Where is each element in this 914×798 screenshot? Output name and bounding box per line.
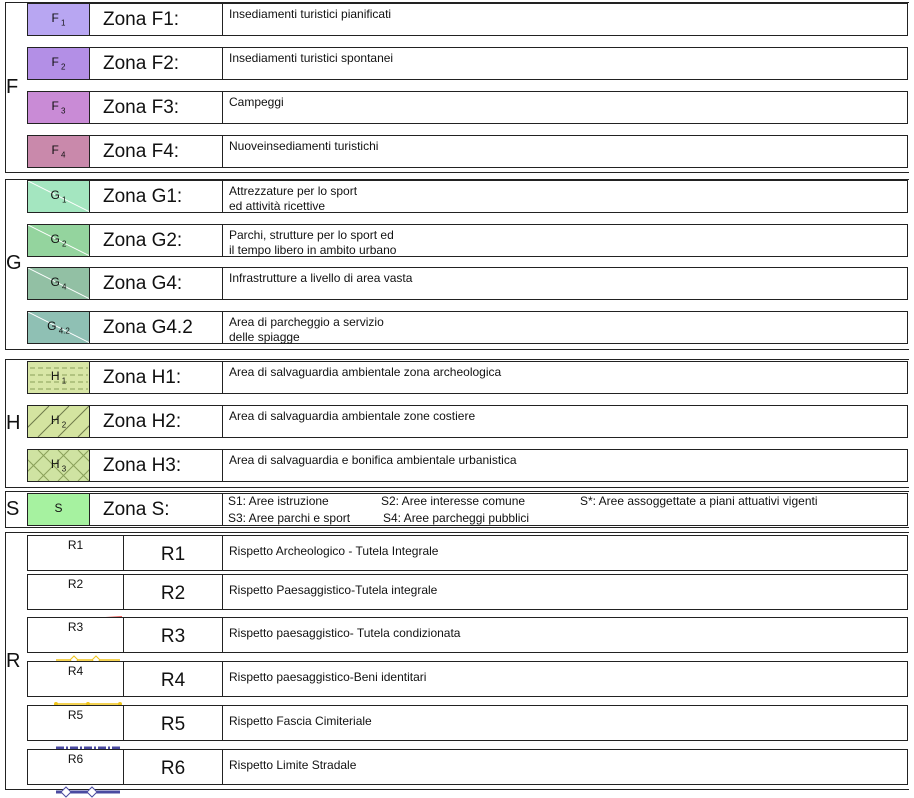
zone-swatch-subscript: 1 (59, 376, 67, 386)
rispetto-row (27, 617, 908, 653)
rispetto-symbol-label: R4 (67, 664, 84, 678)
zone-swatch (28, 450, 90, 481)
rispetto-code: R5 (124, 706, 223, 740)
zone-swatch (28, 92, 90, 123)
zone-description (229, 51, 393, 66)
zone-name: Zona H2: (90, 406, 223, 437)
zone-name: Zona H1: (90, 362, 223, 393)
zone-swatch (28, 494, 90, 525)
rispetto-line-graphic (52, 786, 124, 798)
zone-row (27, 311, 908, 344)
zone-description-line: ed attività ricettive (229, 199, 326, 213)
zone-description-line: Area di salvaguardia ambientale zone costiere (229, 409, 476, 423)
zone-description-line: Nuoveinsediamenti turistichi (229, 139, 379, 153)
zone-swatch (28, 181, 90, 212)
zone-swatch (28, 4, 90, 35)
zone-name: Zona F1: (90, 4, 223, 35)
rispetto-description: Rispetto paesaggistico-Beni identitari (229, 670, 427, 684)
rispetto-code: R4 (124, 662, 223, 696)
zone-description-line: Area di parcheggio a servizio (229, 315, 384, 329)
zone-swatch-letter: G (50, 188, 60, 202)
zone-description-line: il tempo libero in ambito urbano (229, 243, 397, 257)
zone-row (27, 180, 908, 213)
rispetto-symbol-label: R3 (67, 620, 84, 634)
zone-swatch-label (28, 275, 89, 291)
zone-swatch-letter: F (51, 11, 59, 25)
group-r-label: R (6, 650, 21, 672)
zone-swatch-letter: H (50, 413, 60, 427)
zone-swatch-letter: F (51, 55, 59, 69)
zone-description-line: Attrezzature per lo sport (229, 184, 358, 198)
zone-swatch-letter: H (50, 369, 60, 383)
rispetto-description: Rispetto paesaggistico- Tutela condizionata (229, 626, 461, 640)
zone-description (229, 228, 396, 258)
zone-swatch (28, 48, 90, 79)
rispetto-code: R1 (124, 536, 223, 570)
zone-swatch-label (28, 319, 89, 335)
zone-swatch-subscript: 2 (58, 62, 66, 72)
rispetto-description: Rispetto Limite Stradale (229, 758, 357, 772)
zone-row (27, 47, 908, 80)
group-g-label: G (6, 252, 22, 274)
rispetto-description: Rispetto Fascia Cimiteriale (229, 714, 372, 728)
zone-swatch-label (28, 232, 89, 248)
zone-name: Zona G1: (90, 181, 223, 212)
zone-swatch-letter: G (50, 275, 60, 289)
rispetto-symbol-label: R1 (67, 538, 84, 552)
rispetto-row (27, 661, 908, 697)
zone-swatch-letter: F (51, 99, 59, 113)
zone-description (229, 271, 412, 286)
rispetto-symbol (28, 662, 124, 696)
rispetto-symbol-label: R6 (67, 752, 84, 766)
zone-swatch-label (28, 501, 89, 515)
zone-description-line: delle spiagge (229, 330, 300, 344)
zone-swatch-label (28, 143, 89, 159)
zone-description (229, 409, 475, 424)
zone-name: Zona S: (90, 494, 223, 525)
zone-name: Zona H3: (90, 450, 223, 481)
zone-swatch-subscript: 4 (58, 150, 66, 160)
rispetto-row (27, 574, 908, 610)
zona-s-item: S1: Aree istruzione (228, 494, 329, 508)
zone-name: Zona F3: (90, 92, 223, 123)
zone-description-line: Insediamenti turistici spontanei (229, 51, 394, 65)
zone-swatch-label (28, 369, 89, 385)
zone-row (27, 224, 908, 257)
zone-swatch-label (28, 11, 89, 27)
zone-swatch-letter: S (54, 501, 63, 515)
zone-swatch-letter: H (50, 457, 60, 471)
zone-row (27, 91, 908, 124)
rispetto-symbol (28, 706, 124, 740)
zone-swatch-subscript: 1 (58, 18, 66, 28)
group-f-label: F (6, 76, 19, 98)
zone-row (27, 135, 908, 168)
zone-swatch (28, 225, 90, 256)
zona-s-item: S2: Aree interesse comune (381, 494, 526, 508)
zone-swatch-letter: F (51, 143, 59, 157)
rispetto-code: R6 (124, 750, 223, 784)
zone-swatch (28, 268, 90, 299)
zone-swatch-label (28, 55, 89, 71)
zone-row (27, 361, 908, 394)
zone-description-line: Campeggi (229, 95, 284, 109)
zone-description-line: Insediamenti turistici pianificati (229, 7, 392, 21)
zone-swatch-subscript: 2 (59, 239, 67, 249)
zona-s-item: S4: Aree parcheggi pubblici (383, 511, 530, 525)
zone-description (229, 365, 501, 380)
zona-s-item: S*: Aree assoggettate a piani attuativi vigenti (580, 494, 818, 508)
zone-name: Zona G2: (90, 225, 223, 256)
group-h-label: H (6, 412, 21, 434)
rispetto-description: Rispetto Archeologico - Tutela Integrale (229, 544, 439, 558)
zone-name: Zona F4: (90, 136, 223, 167)
zone-swatch-label (28, 188, 89, 204)
zone-swatch-letter: G (47, 319, 57, 333)
zone-description (229, 7, 391, 22)
zone-description (229, 95, 284, 110)
zone-description (229, 139, 378, 154)
zone-swatch (28, 406, 90, 437)
zone-description (229, 453, 517, 468)
zone-row (27, 267, 908, 300)
zone-swatch-letter: G (50, 232, 60, 246)
zone-swatch-subscript: 2 (59, 420, 67, 430)
zone-name: Zona G4.2 (90, 312, 223, 343)
zone-swatch-subscript: 4.2 (56, 326, 70, 336)
zone-description-line: Area di salvaguardia ambientale zona archeologica (229, 365, 502, 379)
zone-description-line: Area di salvaguardia e bonifica ambientale urbanistica (229, 453, 517, 467)
rispetto-symbol (28, 618, 124, 652)
zone-row (27, 449, 908, 482)
zone-description (229, 184, 357, 214)
zone-swatch-label (28, 99, 89, 115)
rispetto-symbol (28, 536, 124, 570)
zone-description (229, 315, 384, 345)
zone-swatch-subscript: 4 (59, 282, 67, 292)
zone-swatch (28, 362, 90, 393)
zone-swatch-label (28, 457, 89, 473)
zone-swatch-subscript: 3 (59, 464, 67, 474)
rispetto-code: R2 (124, 575, 223, 609)
zone-swatch-subscript: 3 (58, 106, 66, 116)
zone-swatch (28, 136, 90, 167)
zone-row (27, 3, 908, 36)
rispetto-symbol (28, 750, 124, 784)
zone-name: Zona G4: (90, 268, 223, 299)
rispetto-row (27, 705, 908, 741)
group-s-label: S (6, 498, 20, 520)
zone-swatch-label (28, 413, 89, 429)
zona-s-item: S3: Aree parchi e sport (228, 511, 351, 525)
zone-description-line: Infrastrutture a livello di area vasta (229, 271, 413, 285)
rispetto-row (27, 749, 908, 785)
rispetto-row (27, 535, 908, 571)
rispetto-symbol-label: R2 (67, 577, 84, 591)
rispetto-symbol (28, 575, 124, 609)
rispetto-code: R3 (124, 618, 223, 652)
rispetto-description: Rispetto Paesaggistico-Tutela integrale (229, 583, 438, 597)
zone-swatch-subscript: 1 (59, 195, 67, 205)
zone-swatch (28, 312, 90, 343)
zone-name: Zona F2: (90, 48, 223, 79)
zone-row (27, 405, 908, 438)
zone-description-line: Parchi, strutture per lo sport ed (229, 228, 394, 242)
rispetto-symbol-label: R5 (67, 708, 84, 722)
